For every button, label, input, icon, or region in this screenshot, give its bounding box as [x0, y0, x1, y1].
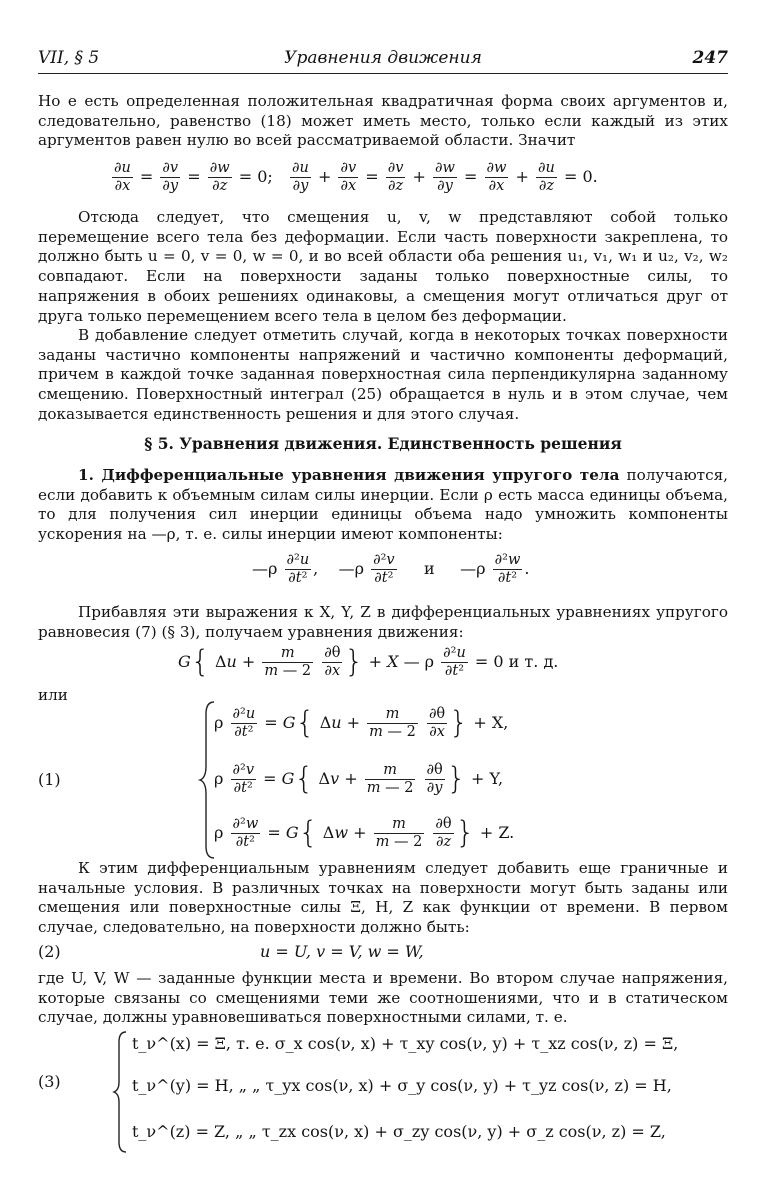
equation-label-3: (3) — [38, 1072, 61, 1091]
equation-3-x: t_ν^(x) = Ξ, т. е. σ_x cos(ν, x) + τ_xy cos(ν, y) + τ_xz cos(ν, z) = Ξ, — [132, 1034, 679, 1053]
system-brace-3 — [112, 1030, 128, 1154]
page — [38, 0, 728, 1200]
paragraph-2: Отсюда следует, что смещения u, v, w представляют собой только перемещение всего тела без деформации. Если часть поверхности закреплена, то должно быть u = 0, v = 0, w = 0, и во всей области оба решения u₁, v₁, w₁ и u₂, v₂, w₂ совпадают. Если на поверхности заданы только поверхностные силы, то напряжения в обоих решениях одинаковы, а смещения могут отличаться друг от друга только перемещением всего тела в целом без деформации. — [38, 208, 728, 325]
paragraph-7: где U, V, W — заданные функции места и времени. Во втором случае напряжения, которые связаны со смещениями теми же соотношениями, что и в статическом случае, должны уравновешиваться поверхностными силами, т. е. — [38, 969, 728, 1027]
paragraph-4: 1. Дифференциальные уравнения движения упругого тела получаются, если добавить к объемным силам силы инерции. Если ρ есть масса единицы объема, то для получения сил инерции единицы объема надо умножить компоненты ускорения на —ρ, т. е. силы инерции имеют компоненты: — [38, 466, 728, 544]
equation-system-1 — [38, 700, 728, 860]
equation-motion-general: G{ Δu + $\frac{m}{m — 2}$ $\frac{\partial\theta}{\partial x}$ } + X — ρ $\frac{\text{∂²u}}{\text{∂t²}}$ = 0 и т. д. — [178, 644, 559, 680]
subsection-lead: 1. Дифференциальные уравнения движения упругого тела — [78, 466, 620, 484]
running-title: Уравнения движения — [284, 48, 482, 68]
paragraph-or: или — [38, 686, 68, 704]
equation-1-y: ρ $\frac{\text{∂²v}}{\text{∂t²}}$ = G{ Δv + $\frac{m}{m — 2}$ $\frac{\partial\theta}{\partial y}$ } + Y, — [214, 761, 504, 797]
paragraph-1: Но e есть определенная положительная квадратичная форма своих аргументов и, следовательно, равенство (18) может иметь место, только если каждый из этих аргументов равен нулю во всей рассматриваемой области. Значит — [38, 92, 728, 150]
equation-3-z: t_ν^(z) = Z, „ „ τ_zx cos(ν, x) + σ_zy cos(ν, y) + σ_z cos(ν, z) = Z, — [132, 1122, 666, 1141]
equation-1-z: ρ $\frac{\text{∂²w}}{\text{∂t²}}$ = G{ Δw + $\frac{m}{m — 2}$ $\frac{\partial\theta}{\partial z}$ } + Z. — [214, 815, 515, 851]
equation-label-2: (2) — [38, 942, 61, 961]
section-heading: § 5. Уравнения движения. Единственность решения — [144, 434, 622, 453]
equation-1-x: ρ $\frac{\text{∂²u}}{\text{∂t²}}$ = G{ Δu + $\frac{m}{m — 2}$ $\frac{\partial\theta}{\partial x}$ } + X, — [214, 705, 509, 741]
equation-inertia: —ρ $\frac{\text{∂²u}}{\text{∂t²}}$ , —ρ $\frac{\text{∂²v}}{\text{∂t²}}$ и —ρ $\frac{\text{∂²w}}{\text{∂t²}}$ . — [252, 552, 530, 586]
equation-3-y: t_ν^(y) = H, „ „ τ_yx cos(ν, x) + σ_y cos(ν, y) + τ_yz cos(ν, z) = H, — [132, 1076, 672, 1095]
paragraph-6: К этим дифференциальным уравнениям следует добавить еще граничные и начальные условия. В различных точках на поверхности могут быть заданы или смещения или поверхностные силы Ξ, H, Z как функции от времени. В первом случае, следовательно, на поверхности должно быть: — [38, 859, 728, 937]
equation-label-1: (1) — [38, 770, 61, 789]
equation-zero-strains: $\frac{\partial u}{\partial x}$ = $\frac{\partial v}{\partial y}$ = $\frac{\partial w}{\partial z}$ = 0; $\frac{\partial u}{\partial y}$ + $\frac{\partial v}{\partial x}$ = $\frac{\partial v}{\partial z}$ + $\frac{\partial w}{\partial y}$ = $\frac{\partial w}{\partial x}$ + $\frac{\partial u}{\partial z}$ = 0. — [114, 160, 598, 194]
paragraph-3: В добавление следует отметить случай, когда в некоторых точках поверхности заданы частично компоненты напряжений и частично компоненты деформаций, причем в каждой точке заданная поверхностная сила перпендикулярна заданному смещению. Поверхностный интеграл (25) обращается в нуль и в этом случае, чем доказывается единственность решения и для этого случая. — [38, 326, 728, 423]
page-number: 247 — [692, 48, 728, 68]
header-rule — [38, 73, 728, 74]
chapter-section: VII, § 5 — [38, 48, 100, 68]
running-header — [38, 46, 728, 72]
paragraph-5: Прибавляя эти выражения к X, Y, Z в дифференциальных уравнениях упругого равновесия (7) (§ 3), получаем уравнения движения: — [38, 603, 728, 641]
equation-2: u = U, v = V, w = W, — [260, 942, 424, 961]
equation-system-3 — [38, 1030, 728, 1160]
